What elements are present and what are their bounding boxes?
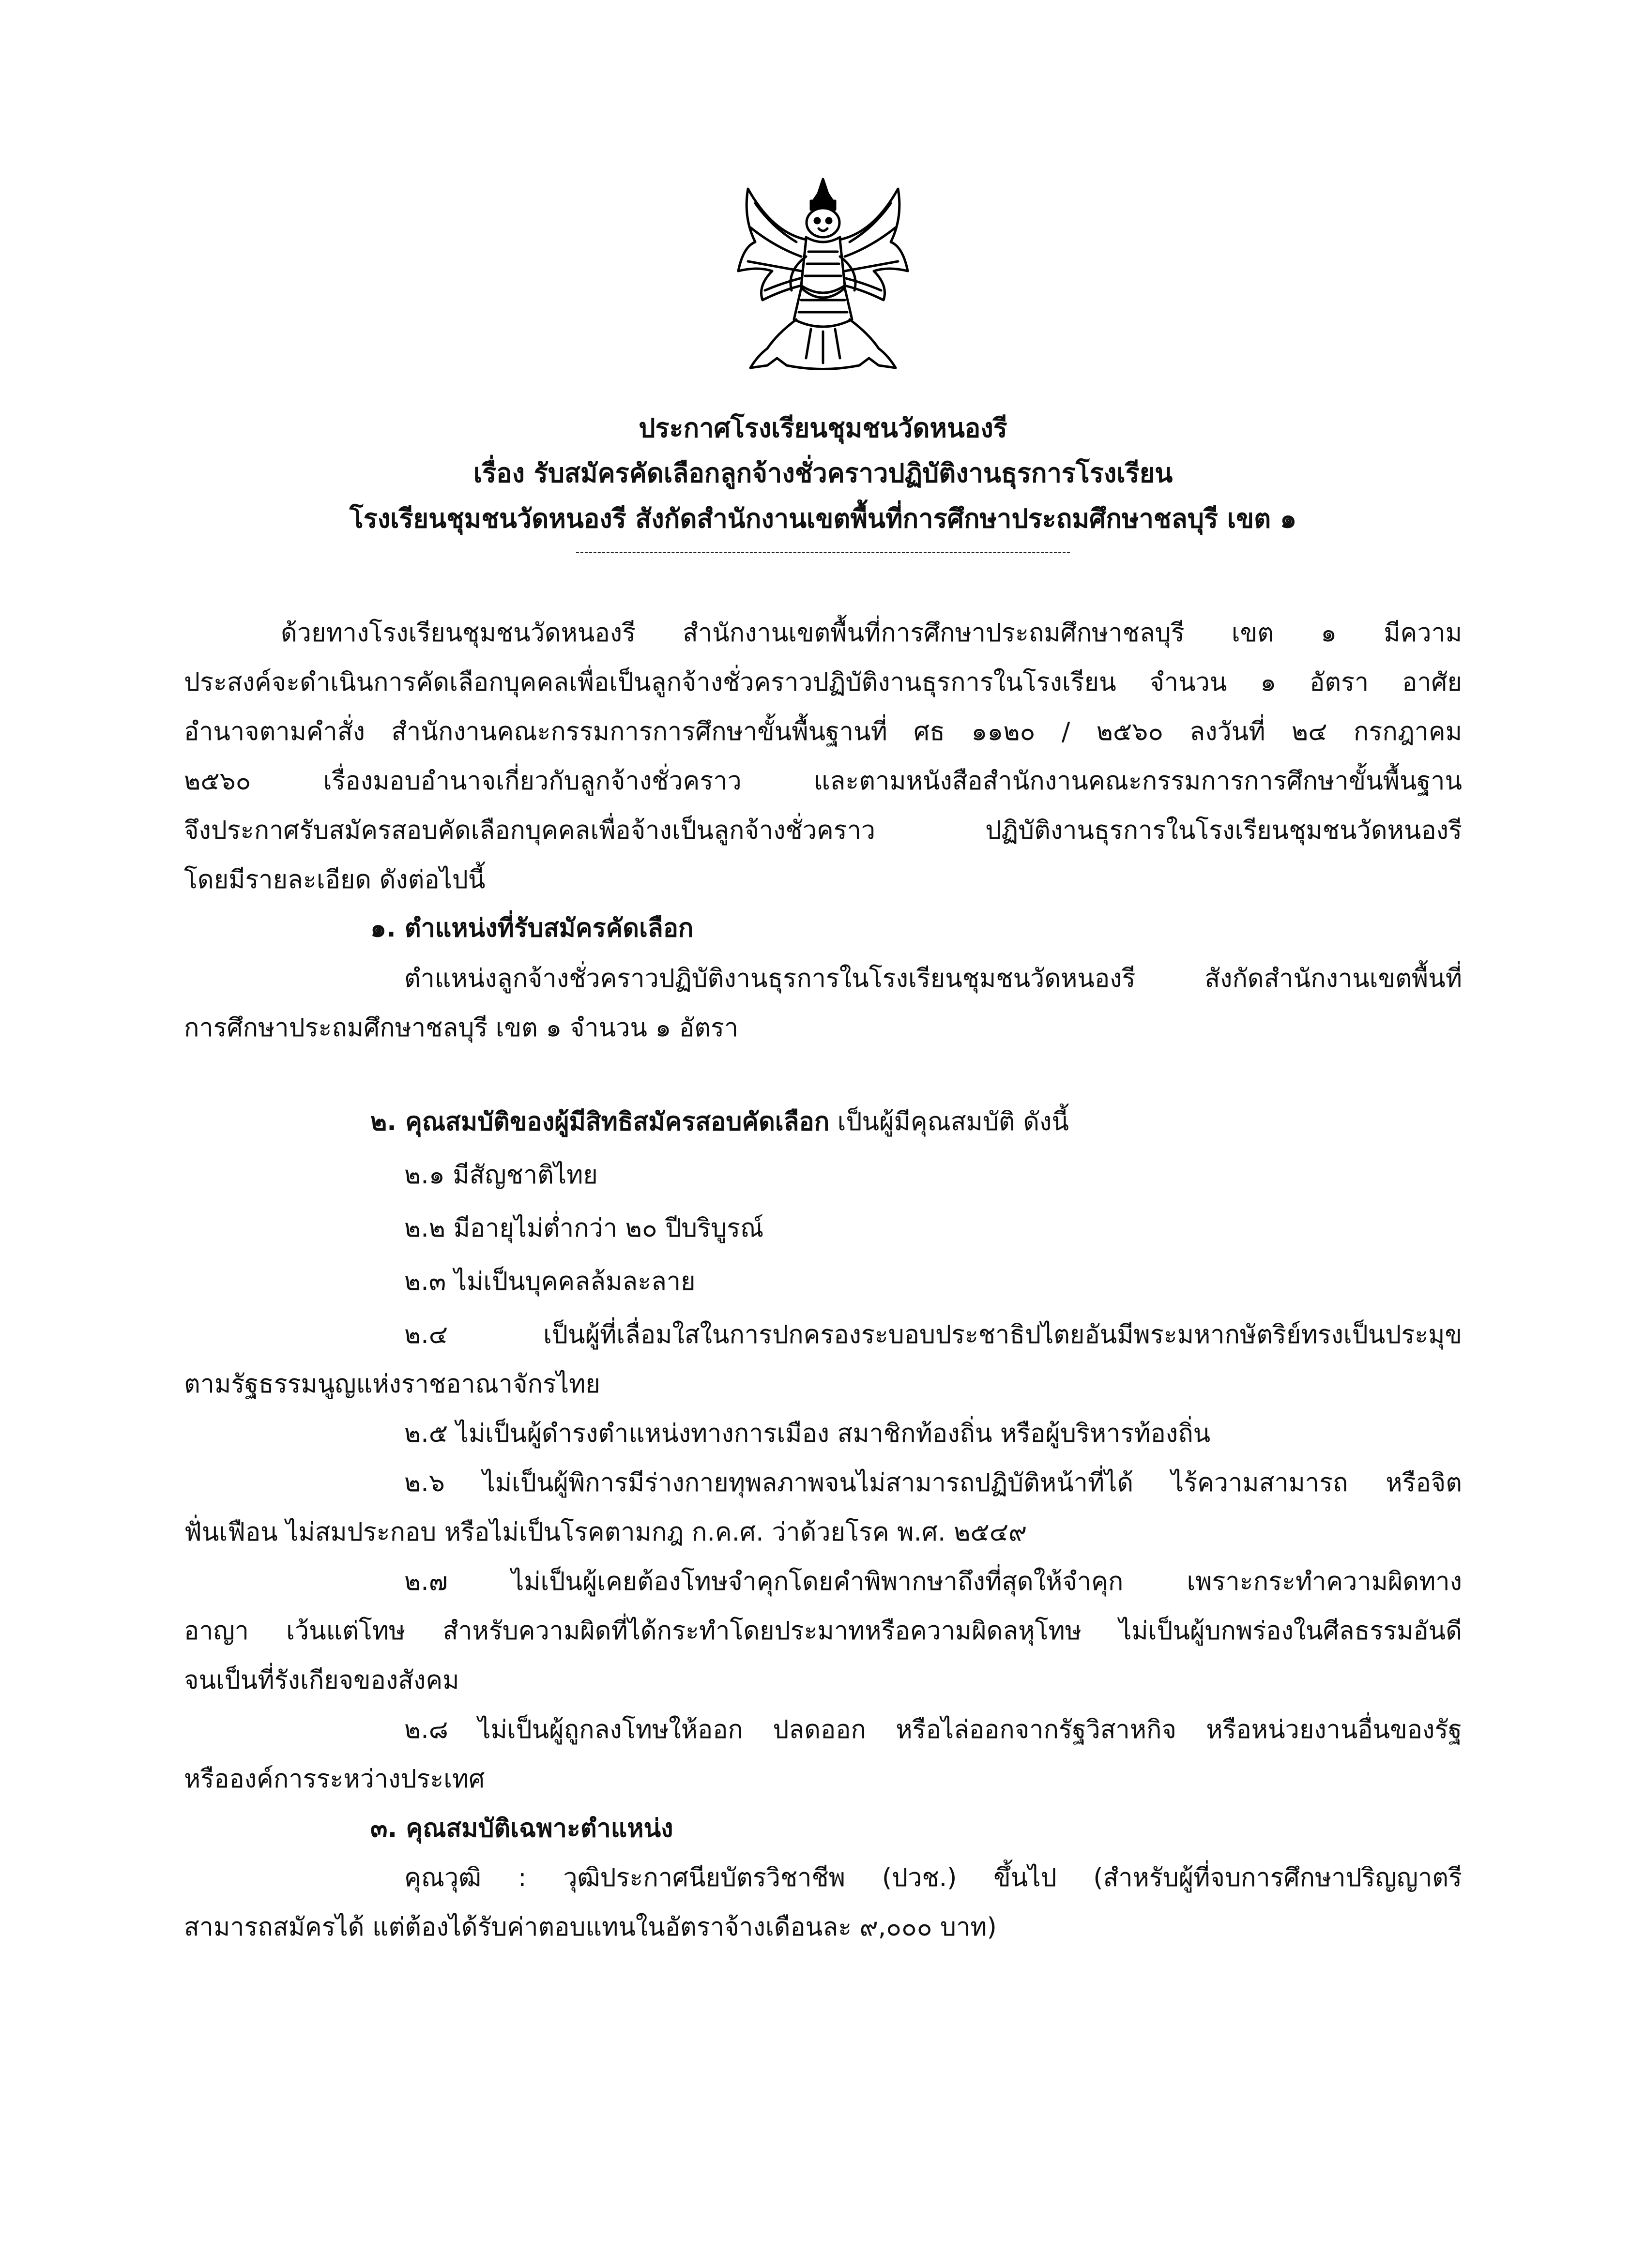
- item-2-7-line-3: จนเป็นที่รังเกียจของสังคม: [184, 1666, 459, 1695]
- item-2-6-line-1: ๒.๖ ไม่เป็นผู้พิการมีร่างกายทุพลภาพจนไม่สามารถปฏิบัติหน้าที่ได้ ไร้ความสามารถ หรือจิต: [404, 1468, 1462, 1497]
- section-3-line-1: คุณวุฒิ : วุฒิประกาศนียบัตรวิชาชีพ (ปวช.) ขึ้นไป (สำหรับผู้ที่จบการศึกษาปริญญาตรี: [404, 1863, 1462, 1892]
- garuda-emblem-icon: [729, 174, 917, 382]
- announcement-title: ประกาศโรงเรียนชุมชนวัดหนองรี: [639, 413, 1007, 443]
- section-1-title: ๑. ตำแหน่งที่รับสมัครคัดเลือก: [370, 914, 694, 943]
- intro-line-4: ๒๕๖๐ เรื่องมอบอำนาจเกี่ยวกับลูกจ้างชั่วคราว และตามหนังสือสำนักงานคณะกรรมการการศึกษาขั้นพื้นฐาน: [184, 767, 1462, 796]
- item-2-7-line-2: อาญา เว้นแต่โทษ สำหรับความผิดที่ได้กระทำโดยประมาทหรือความผิดลหุโทษ ไม่เป็นผู้บกพร่องในศีลธรรมอันดี: [184, 1617, 1462, 1646]
- item-2-7-line-1: ๒.๗ ไม่เป็นผู้เคยต้องโทษจำคุกโดยคำพิพากษาถึงที่สุดให้จำคุก เพราะกระทำความผิดทาง: [404, 1567, 1462, 1596]
- section-3-title: ๓. คุณสมบัติเฉพาะตำแหน่ง: [370, 1814, 673, 1843]
- intro-line-1: ด้วยทางโรงเรียนชุมชนวัดหนองรี สำนักงานเขตพื้นที่การศึกษาประถมศึกษาชลบุรี เขต ๑ มีความ: [281, 619, 1462, 648]
- section-2-heading: [370, 1103, 1069, 1141]
- intro-line-2: ประสงค์จะดำเนินการคัดเลือกบุคคลเพื่อเป็นลูกจ้างชั่วคราวปฏิบัติงานธุรการในโรงเรียน จำนวน ๑ อัตรา อาศัย: [184, 668, 1462, 697]
- section-2-title: ๒. คุณสมบัติของผู้มีสิทธิสมัครสอบคัดเลือก: [370, 1107, 830, 1136]
- intro-line-6: โดยมีรายละเอียด ดังต่อไปนี้: [184, 865, 486, 894]
- section-3-line-2: สามารถสมัครได้ แต่ต้องได้รับค่าตอบแทนในอัตราจ้างเดือนละ ๙,๐๐๐ บาท): [184, 1913, 997, 1942]
- item-2-6-line-2: ฟั่นเฟือน ไม่สมประกอบ หรือไม่เป็นโรคตามกฎ ก.ค.ศ. ว่าด้วยโรค พ.ศ. ๒๕๔๙: [184, 1518, 1027, 1547]
- item-2-8-line-2: หรือองค์การระหว่างประเทศ: [184, 1765, 485, 1794]
- item-2-3: ๒.๓ ไม่เป็นบุคคลล้มละลาย: [404, 1267, 696, 1296]
- item-2-1: ๒.๑ มีสัญชาติไทย: [404, 1161, 598, 1190]
- announcement-organization: โรงเรียนชุมชนวัดหนองรี สังกัดสำนักงานเขตพื้นที่การศึกษาประถมศึกษาชลบุรี เขต ๑: [349, 503, 1297, 534]
- item-2-4-line-2: ตามรัฐธรรมนูญแห่งราชอาณาจักรไทย: [184, 1370, 600, 1399]
- section-2-title-suffix: เป็นผู้มีคุณสมบัติ ดังนี้: [829, 1107, 1069, 1136]
- item-2-4-line-1: ๒.๔ เป็นผู้ที่เลื่อมใสในการปกครองระบอบประชาธิปไตยอันมีพระมหากษัตริย์ทรงเป็นประมุข: [404, 1320, 1462, 1349]
- section-1-line-2: การศึกษาประถมศึกษาชลบุรี เขต ๑ จำนวน ๑ อัตรา: [184, 1013, 739, 1043]
- intro-line-3: อำนาจตามคำสั่ง สำนักงานคณะกรรมการการศึกษาขั้นพื้นฐานที่ ศธ ๑๑๒๐ / ๒๕๖๐ ลงวันที่ ๒๔ กรกฎาคม: [184, 717, 1462, 746]
- header-divider: [576, 552, 1070, 553]
- item-2-5: ๒.๕ ไม่เป็นผู้ดำรงตำแหน่งทางการเมือง สมาชิกท้องถิ่น หรือผู้บริหารท้องถิ่น: [404, 1419, 1211, 1448]
- section-1-line-1: ตำแหน่งลูกจ้างชั่วคราวปฏิบัติงานธุรการในโรงเรียนชุมชนวัดหนองรี สังกัดสำนักงานเขตพื้นที่: [404, 964, 1462, 993]
- intro-line-5: จึงประกาศรับสมัครสอบคัดเลือกบุคคลเพื่อจ้างเป็นลูกจ้างชั่วคราว ปฏิบัติงานธุรการในโรงเรียนชุมชนวัดหนองรี: [184, 816, 1462, 845]
- announcement-subject: เรื่อง รับสมัครคัดเลือกลูกจ้างชั่วคราวปฏิบัติงานธุรการโรงเรียน: [473, 458, 1173, 488]
- item-2-8-line-1: ๒.๘ ไม่เป็นผู้ถูกลงโทษให้ออก ปลดออก หรือไล่ออกจากรัฐวิสาหกิจ หรือหน่วยงานอื่นของรัฐ: [404, 1715, 1462, 1744]
- item-2-2: ๒.๒ มีอายุไม่ต่ำกว่า ๒๐ ปีบริบูรณ์: [404, 1214, 764, 1243]
